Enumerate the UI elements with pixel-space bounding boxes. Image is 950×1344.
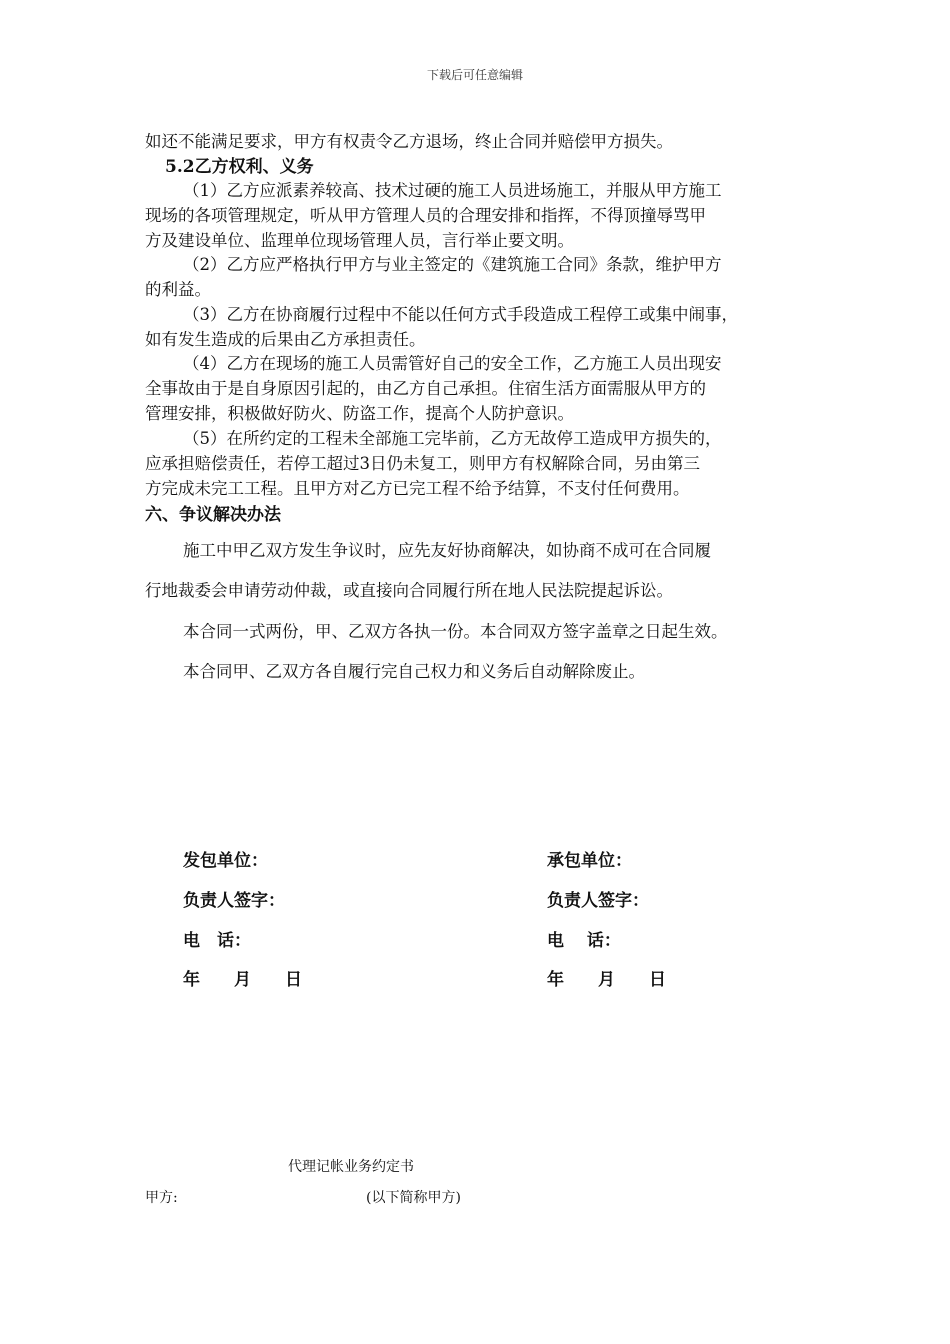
paragraph-line: 方完成未完工工程。且甲方对乙方已完工程不给予结算，不支付任何费用。	[145, 479, 690, 498]
paragraph-line: 如有发生造成的后果由乙方承担责任。	[145, 330, 426, 349]
paragraph-line: 行地裁委会申请劳动仲裁，或直接向合同履行所在地人民法院提起诉讼。	[145, 581, 673, 600]
paragraph-line: 施工中甲乙双方发生争议时，应先友好协商解决，如协商不成可在合同履	[183, 541, 711, 560]
paragraph-line: 如还不能满足要求，甲方有权责令乙方退场，终止合同并赔偿甲方损失。	[145, 132, 673, 151]
paragraph-line: 全事故由于是自身原因引起的，由乙方自己承担。住宿生活方面需服从甲方的	[145, 379, 706, 398]
client-date-label: 年 月 日	[183, 970, 302, 990]
party-a-note: (以下简称甲方)	[366, 1190, 461, 1206]
page-header: 下载后可任意编辑	[426, 68, 523, 82]
paragraph-line: 本合同甲、乙双方各自履行完自己权力和义务后自动解除废止。	[183, 662, 645, 681]
contractor-signer-label: 负责人签字：	[547, 891, 649, 911]
paragraph-line: （3）乙方在协商履行过程中不能以任何方式手段造成工程停工或集中闹事，	[183, 305, 738, 324]
party-a-label: 甲方:	[145, 1190, 178, 1206]
client-phone-label: 电 话：	[183, 931, 251, 951]
contractor-date-label: 年 月 日	[547, 970, 666, 990]
contractor-phone-label: 电 话：	[547, 931, 621, 951]
paragraph-line: （2）乙方应严格执行甲方与业主签定的《建筑施工合同》条款，维护甲方	[183, 255, 722, 274]
section-heading-5-2: 5.2乙方权利、义务	[165, 157, 314, 177]
section-heading-6: 六、争议解决办法	[145, 505, 281, 525]
client-signer-label: 负责人签字：	[183, 891, 285, 911]
paragraph-line: （5）在所约定的工程未全部施工完毕前，乙方无故停工造成甲方损失的，	[183, 429, 722, 448]
paragraph-line: 管理安排，积极做好防火、防盗工作，提高个人防护意识。	[145, 404, 574, 423]
client-unit-label: 发包单位：	[183, 851, 268, 871]
contractor-unit-label: 承包单位：	[547, 851, 632, 871]
paragraph-line: 的利益。	[145, 280, 211, 299]
next-document-title: 代理记帐业务约定书	[288, 1159, 414, 1175]
paragraph-line: （4）乙方在现场的施工人员需管好自己的安全工作，乙方施工人员出现安	[183, 354, 722, 373]
paragraph-line: （1）乙方应派素养较高、技术过硬的施工人员进场施工，并服从甲方施工	[183, 181, 722, 200]
paragraph-line: 本合同一式两份，甲、乙双方各执一份。本合同双方签字盖章之日起生效。	[183, 622, 728, 641]
paragraph-line: 现场的各项管理规定，听从甲方管理人员的合理安排和指挥，不得顶撞辱骂甲	[145, 206, 706, 225]
paragraph-line: 方及建设单位、监理单位现场管理人员，言行举止要文明。	[145, 231, 574, 250]
paragraph-line: 应承担赔偿责任，若停工超过3日仍未复工，则甲方有权解除合同，另由第三	[145, 454, 700, 473]
